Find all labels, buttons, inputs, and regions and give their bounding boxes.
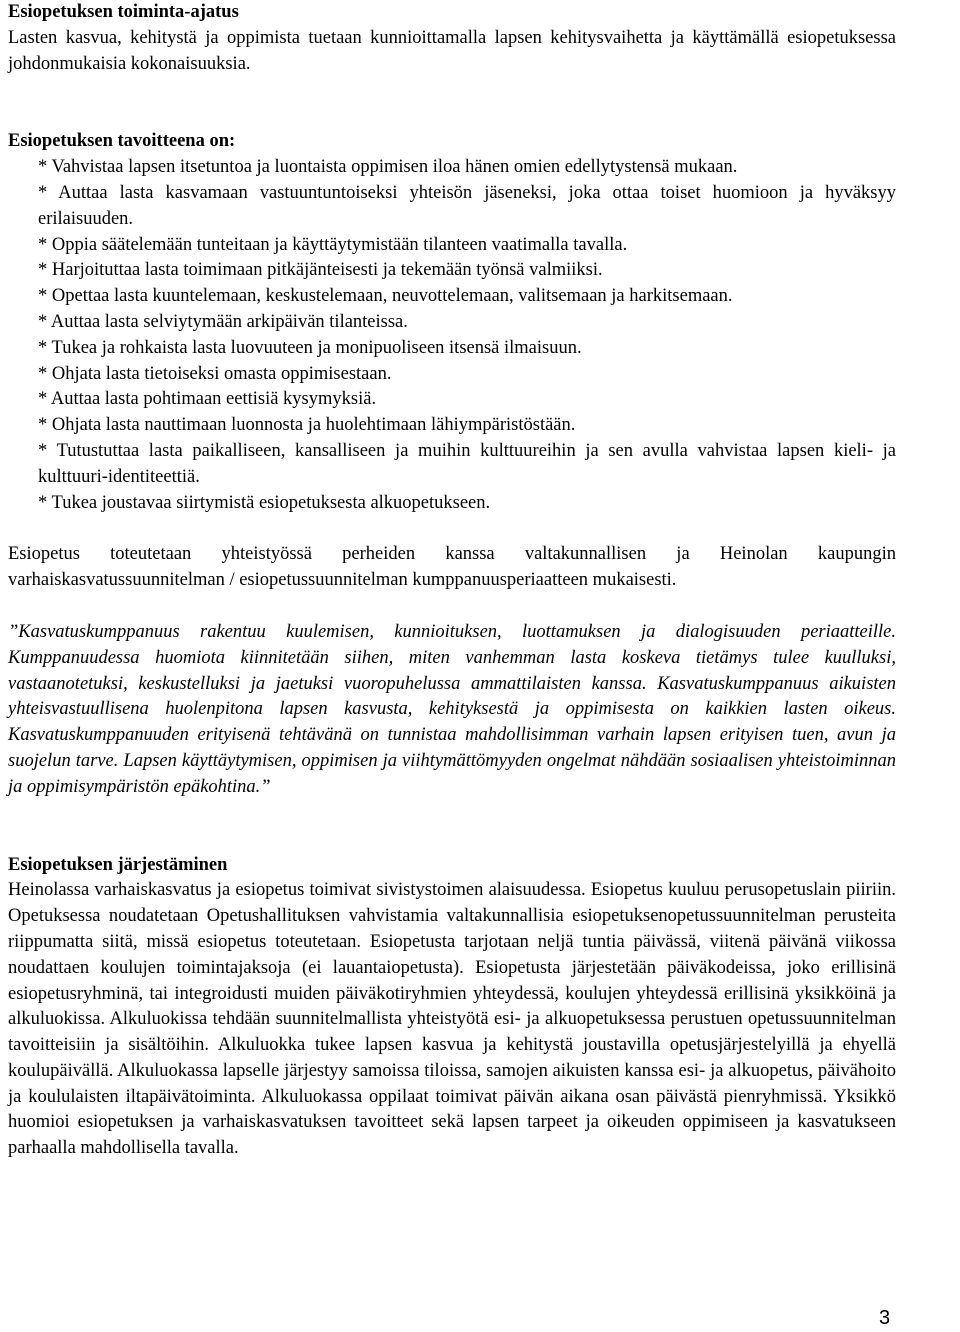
section-jarjestaminen bbox=[8, 853, 896, 1163]
cooperation-paragraph: Esiopetus toteutetaan yhteistyössä perheiden kanssa valtakunnallisen ja Heinolan kaupungin varhaiskasvatussuunnitelman / esiopetussuunnitelman kumppanuusperiaatteen mukaisesti. bbox=[8, 544, 896, 591]
goal-item: * Tukea ja rohkaista lasta luovuuteen ja monipuoliseen itsensä ilmaisuun. bbox=[38, 337, 582, 358]
goal-item: * Oppia säätelemään tunteitaan ja käyttäytymistään tilanteen vaatimalla tavalla. bbox=[38, 234, 628, 255]
section-heading: Esiopetuksen tavoitteena on: bbox=[8, 131, 236, 152]
goal-item: * Opettaa lasta kuuntelemaan, keskustelemaan, neuvottelemaan, valitsemaan ja harkitsemaan. bbox=[38, 286, 733, 307]
goal-item: * Tukea joustavaa siirtymistä esiopetuksesta alkuopetukseen. bbox=[38, 492, 491, 513]
section-heading: Esiopetuksen järjestäminen bbox=[8, 854, 228, 875]
section-heading: Esiopetuksen toiminta-ajatus bbox=[8, 2, 239, 22]
quote-paragraph: ”Kasvatuskumppanuus rakentuu kuulemisen, kunnioituksen, luottamuksen ja dialogisuuden periaatteille. Kumppanuudessa huomiota kiinnitetään siihen, miten vanhemman lasta koskeva tietämys tulee kuulluksi, vastaanotetuksi, keskustelluksi ja jaetuksi vuoropuhelussa ammattilaisten kanssa. Kasvatuskumppanuus aikuisten yhteisvastuullisena huolenpitona lapsen kasvusta, kehityksestä ja oppimisesta on kaikkien lasten oikeus. Kasvatuskumppanuuden erityisenä tehtävänä on tunnistaa mahdollisimman varhain lapsen erityisen tuen, avun ja suojelun tarve. Lapsen käyttäytymisen, oppimisen ja viihtymättömyyden ongelmat nähdään sosiaalisen yhteistoiminnan ja oppimisympäristön epäkohtina.” bbox=[8, 621, 896, 797]
goal-list bbox=[8, 155, 896, 516]
goal-item: * Auttaa lasta kasvamaan vastuuntuntoiseksi yhteisön jäseneksi, joka ottaa toiset huomioon ja hyväksyy erilaisuuden. bbox=[38, 182, 896, 229]
section-tavoitteet bbox=[8, 129, 896, 516]
goal-item: * Auttaa lasta pohtimaan eettisiä kysymyksiä. bbox=[38, 389, 377, 410]
goal-item: * Auttaa lasta selviytymään arkipäivän tilanteissa. bbox=[38, 311, 408, 332]
goal-item: * Harjoituttaa lasta toimimaan pitkäjänteisesti ja tekemään työnsä valmiiksi. bbox=[38, 260, 603, 281]
section-toiminta-ajatus bbox=[8, 0, 896, 77]
goal-item: * Ohjata lasta tietoiseksi omasta oppimisestaan. bbox=[38, 363, 392, 384]
paragraph: Lasten kasvua, kehitystä ja oppimista tuetaan kunnioittamalla lapsen kehitysvaihetta ja käyttämällä esiopetuksessa johdonmukaisia kokonaisuuksia. bbox=[8, 27, 896, 74]
paragraph: Heinolassa varhaiskasvatus ja esiopetus toimivat sivistystoimen alaisuudessa. Esiopetus kuuluu perusopetuslain piiriin. Opetuksessa noudatetaan Opetushallituksen vahvistamia valtakunnallisia esiopetuksenopetussuunnitelman perusteita riippumatta siitä, missä esiopetus toteutetaan. Esiopetusta tarjotaan neljä tuntia päivässä, viitenä päivänä viikossa noudattaen koulujen toimintajaksoja (ei lauantaiopetusta). Esiopetusta järjestetään päiväkodeissa, joko erillisinä esiopetusryhminä, tai integroidusti muiden päiväkotiryhmien yhteydessä, koulujen yhteydessä erillisinä yksikköinä ja alkuluokissa. Alkuluokissa tehdään suunnitelmallista yhteistyötä esi- ja alkuopetuksessa perustuen opetussuunnitelman tavoitteisiin ja sisältöihin. Alkuluokka tukee lapsen kasvua ja kehitystä joustavilla opetusjärjestelyillä ja ehyellä koulupäivällä. Alkuluokassa lapselle järjestyy samoissa tiloissa, samojen aikuisten kanssa esi- ja alkuopetus, päivähoito ja koululaisten iltapäivätoiminta. Alkuluokassa oppilaat toimivat päivän aikana osan päivästä pienryhmissä. Yksikkö huomioi esiopetuksen ja varhaiskasvatuksen tavoitteet sekä lapsen tarpeet ja oikeuden oppimiseen ja kasvatukseen parhaalla mahdollisella tavalla. bbox=[8, 880, 896, 1159]
goal-item: * Ohjata lasta nauttimaan luonnosta ja huolehtimaan lähiympäristöstään. bbox=[38, 415, 576, 436]
goal-item: * Vahvistaa lapsen itsetuntoa ja luontaista oppimisen iloa hänen omien edellytystensä mukaan. bbox=[38, 157, 738, 178]
page-number: 3 bbox=[879, 1307, 891, 1329]
document-page bbox=[8, 0, 896, 1162]
goal-item: * Tutustuttaa lasta paikalliseen, kansalliseen ja muihin kulttuureihin ja sen avulla vahvistaa lapsen kieli- ja kulttuuri-identiteettiä. bbox=[38, 440, 896, 487]
